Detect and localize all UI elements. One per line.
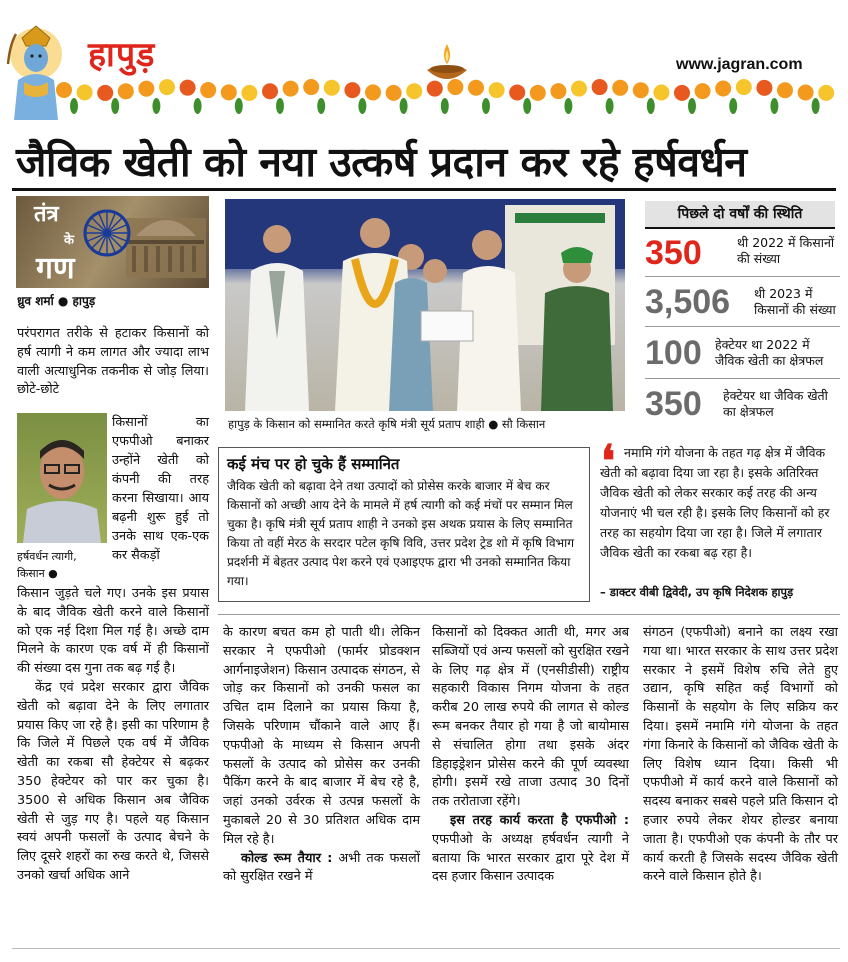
marigold-flower <box>386 85 402 101</box>
marigold-flower <box>633 82 649 98</box>
headline: जैविक खेती को नया उत्कर्ष प्रदान कर रहे हर्षवर्धन <box>16 138 747 186</box>
garland-leaf <box>770 98 778 114</box>
logo-word-ke: के <box>64 233 74 248</box>
marigold-flower <box>221 84 237 100</box>
marigold-flower <box>283 81 299 97</box>
marigold-flower <box>303 79 319 95</box>
city-label: हापुड़ <box>88 35 156 75</box>
marigold-flower <box>97 85 113 101</box>
marigold-flower <box>447 79 463 95</box>
garland-leaf <box>317 98 325 114</box>
byline: ध्रुव शर्मा ● हापुड़ <box>17 294 96 308</box>
garland-leaf <box>194 98 202 114</box>
divider <box>645 378 840 379</box>
stat-2023-farmers <box>645 282 840 322</box>
marigold-flower <box>592 79 608 95</box>
marigold-flower <box>427 81 443 97</box>
logo-word-gan: गण <box>36 251 75 286</box>
marigold-flower <box>241 85 257 101</box>
garland-leaf <box>729 98 737 114</box>
marigold-flower <box>77 84 93 100</box>
marigold-flower <box>324 80 340 96</box>
marigold-flower <box>612 80 628 96</box>
stat-2022-farmers <box>645 233 840 273</box>
marigold-flower <box>138 81 154 97</box>
marigold-flower <box>118 83 134 99</box>
paragraph: एफपीओ के अध्यक्ष हर्षवर्धन त्यागी ने बताया कि भारत सरकार द्वारा पूरे देश में दस हजार किसान उत्पादक <box>432 831 629 885</box>
stats-title: पिछले दो वर्षों की स्थिति <box>645 201 835 229</box>
marigold-flower <box>365 84 381 100</box>
garland-leaf <box>688 98 696 114</box>
garland-leaf <box>152 98 160 114</box>
article-column-3 <box>432 624 629 887</box>
garland-leaf <box>812 98 820 114</box>
divider <box>645 276 840 277</box>
paragraph: किसान जुड़ते चले गए। उनके इस प्रयास के बाद जैविक खेती करने वाले किसानों को एक नई दिशा मिल गई है। अच्छे दाम मिलने के कारण एक वर्ष में ही किसानों की संख्या दस गुना तक बढ़ गई है। <box>17 586 209 677</box>
marigold-flower <box>180 80 196 96</box>
garland-leaf <box>276 98 284 114</box>
subheading-cold-room: कोल्ड रूम तैयार : <box>241 850 333 866</box>
stat-label: थी 2022 में किसानों की संख्या <box>737 235 835 266</box>
stat-label: थी 2023 में किसानों की संख्या <box>754 286 836 317</box>
tantra-ke-gan-logo <box>16 196 209 288</box>
marigold-flower <box>468 80 484 96</box>
article-intro: परंपरागत तरीके से हटाकर किसानों को हर्ष त्यागी ने कम लागत और ज्यादा लाभ वाली अत्याधुनिक तकनीक से जोड़ लिया। छोटे-छोटे <box>17 326 209 398</box>
photo-caption: हापुड़ के किसान को सम्मानित करते कृषि मंत्री सूर्य प्रताप शाही ● सौ किसान <box>228 417 546 431</box>
garland-leaf <box>111 98 119 114</box>
garland-leaf <box>235 98 243 114</box>
portrait-caption: हर्षवर्धन त्यागी, किसान ● <box>17 550 77 580</box>
award-photo <box>225 199 625 411</box>
article-column-4: संगठन (एफपीओ) बनाने का लक्ष्य रखा गया था। भारत सरकार के साथ उत्तर प्रदेश सरकार ने इसमें विशेष रुचि लेते हुए उद्यान, कृषि सहित कई विभागों को किसानों के सहयोग के लिए सक्रिय कर दिया। इसमें नमामि गंगे योजना के तहत गंगा किनारे के किसानों को जैविक खेती के लिए विशेष ध्यान दिया। किसी भी एफपीओ में कार्य करने वाले किसानों को सदस्य बनाकर सबसे पहले प्रति किसान दो हजार रुपये लेकर शेयर होल्डर बनाया जाता है। एफपीओ एक कंपनी के तौर पर कार्य करती है जिसके सदस्य जैविक खेती करने वाले किसान होते है। <box>643 625 838 885</box>
paragraph: अभी तक फसलों को सुरक्षित रखने में <box>223 850 421 885</box>
quote-icon: ❛ <box>601 436 616 487</box>
marigold-flower <box>715 80 731 96</box>
marigold-flower <box>406 83 422 99</box>
marigold-flower <box>550 83 566 99</box>
honors-box <box>218 447 590 602</box>
marigold-flower <box>736 79 752 95</box>
divider <box>12 948 840 949</box>
article-column-2 <box>223 624 420 887</box>
stat-current-area <box>645 384 840 424</box>
divider <box>218 614 840 615</box>
marigold-flower <box>571 81 587 97</box>
marigold-flower <box>695 83 711 99</box>
stat-label: हेक्टेयर था जैविक खेती का क्षेत्रफल <box>723 388 828 419</box>
marigold-flower <box>159 79 175 95</box>
marigold-flower <box>262 83 278 99</box>
garland-leaf <box>647 98 655 114</box>
ashoka-chakra-icon <box>82 208 132 258</box>
garland-leaf <box>523 98 531 114</box>
portrait-photo <box>17 413 107 543</box>
marigold-flower <box>509 84 525 100</box>
quote-text: नमामि गंगे योजना के तहत गढ़ क्षेत्र में जैविक खेती को बढ़ावा दिया जा रहा है। इसके अतिरिक्त जैविक खेती को लेकर सरकार कई तरह की अन्य योजनाएं भी चल रही है। इसके लिए किसानों को हर तरह का सहयोग दिया जा रहा है। जिले में लगातार जैविक खेती का रकबा बढ़ रहा है। <box>600 445 830 560</box>
marigold-flower <box>756 80 772 96</box>
stat-2022-area <box>645 333 840 373</box>
garland-leaf <box>606 98 614 114</box>
stat-label: हेक्टेयर था 2022 में जैविक खेती का क्षेत्रफल <box>715 337 824 368</box>
logo-word-tantra: तंत्र <box>34 201 59 227</box>
marigold-flower <box>56 82 72 98</box>
garland-leaf <box>400 98 408 114</box>
garland-leaf <box>482 98 490 114</box>
honors-box-body: जैविक खेती को बढ़ावा देने तथा उत्पादों को प्रोसेस करके बाजार में बेच कर किसानों को अच्छी आय देने के मामले में हर्ष त्यागी को कई मंचों पर सम्मान मिल चुका है। कृषि मंत्री सूर्य प्रताप शाही ने उनको इस अथक प्रयास के लिए सम्मानित किया तो वहीं मेरठ के सरदार पटेल कृषि विवि, उत्तर प्रदेश ट्रेड शो में कृषि विभाग प्रदर्शनी में बेहतर उत्पाद पेश करने एवं एआइएफ द्वारा भी उनको सम्मानित किया गया। <box>227 479 575 588</box>
masthead <box>0 0 848 120</box>
article-left-column <box>17 585 209 886</box>
marigold-flower <box>818 85 834 101</box>
subheading-fpo: इस तरह कार्य करता है एफपीओ : <box>450 812 629 828</box>
stat-value: 3,506 <box>645 283 731 321</box>
article-narrow-column: किसानों का एफपीओ बनाकर उन्होंने खेती को कंपनी की तरह करना सिखाया। आय बढ़नी शुरू हुई तो उनके साथ एक-एक कर सैकड़ों <box>112 415 209 563</box>
marigold-flower <box>674 85 690 101</box>
marigold-flower <box>344 82 360 98</box>
marigold-garland <box>56 74 846 118</box>
stat-value: 350 <box>645 385 702 423</box>
quote-attribution: – डाक्टर वीबी द्विवेदी, उप कृषि निदेशक हापुड़ <box>600 585 794 599</box>
garland-leaf <box>358 98 366 114</box>
divider <box>645 326 840 327</box>
marigold-flower <box>200 82 216 98</box>
paragraph: के कारण बचत कम हो पाती थी। लेकिन सरकार ने एफपीओ (फार्मर प्रोडक्शन आर्गनाइजेशन) किसान उत्पादक संगठन, से जोड़ कर किसानों को उनकी फसल का उचित दाम दिलाने का प्रयास किया है, जिसके परिणाम चौंकाने वाले आए हैं। एफपीओ के माध्यम से किसान अपनी फसलों के उत्पाद को प्रोसेस कर उनकी पैकिंग करने के बाद बाजार में बेच रहे है, जहां उनको उर्वरक से उत्पन्न फसलों के मुकाबले 20 से 30 प्रतिशत अधिक दाम मिल रहे है। <box>223 625 420 847</box>
paragraph: केंद्र एवं प्रदेश सरकार द्वारा जैविक खेती को बढ़ावा देने के लिए लगातार प्रयास किए जा रहे है। इसी का परिणाम है कि जिले में पिछले एक वर्ष में जैविक खेती का रकबा सौ हेक्टेयर से बढ़कर 350 हेक्टेयर को पार कर चुका है। 3500 से अधिक किसान अब जैविक खेती से जुड़ गए है। पहले यह किसान स्वयं अपनी फसलों के उत्पाद बेचने के लिए दूसरे शहरों का रुख करते थे, जिससे उनको खर्चा अधिक आने <box>17 679 209 883</box>
website-url[interactable]: www.jagran.com <box>676 56 803 73</box>
garland-leaf <box>441 98 449 114</box>
marigold-flower <box>798 84 814 100</box>
garland-leaf <box>70 98 78 114</box>
marigold-flower <box>489 82 505 98</box>
stat-value: 350 <box>645 234 702 272</box>
official-quote <box>600 443 838 563</box>
divider <box>12 188 836 191</box>
honors-box-title: कई मंच पर हो चुके हैं सम्मानित <box>227 455 400 473</box>
paragraph: किसानों को दिक्कत आती थी, मगर अब सब्जियों एवं अन्य फसलों को सुरक्षित रखने के लिए गढ़ क्षेत्र में (एनसीडीसी) राष्ट्रीय सहकारी विकास निगम योजना के तहत करीब 20 लाख रुपये की लागत से कोल्ड रूम बनकर तैयार हो गया है जो बायोमास से संचालित होगा तथा इसके अंदर डिहाइड्रेशन प्रोसेस करने की पूर्ण व्यवस्था होगी। इसमें रखे ताजा उत्पाद 30 दिनों तक तरोताजा रहेंगे। <box>432 625 629 810</box>
marigold-flower <box>777 82 793 98</box>
marigold-flower <box>530 85 546 101</box>
marigold-flower <box>653 84 669 100</box>
garland-leaf <box>564 98 572 114</box>
stat-value: 100 <box>645 334 702 372</box>
